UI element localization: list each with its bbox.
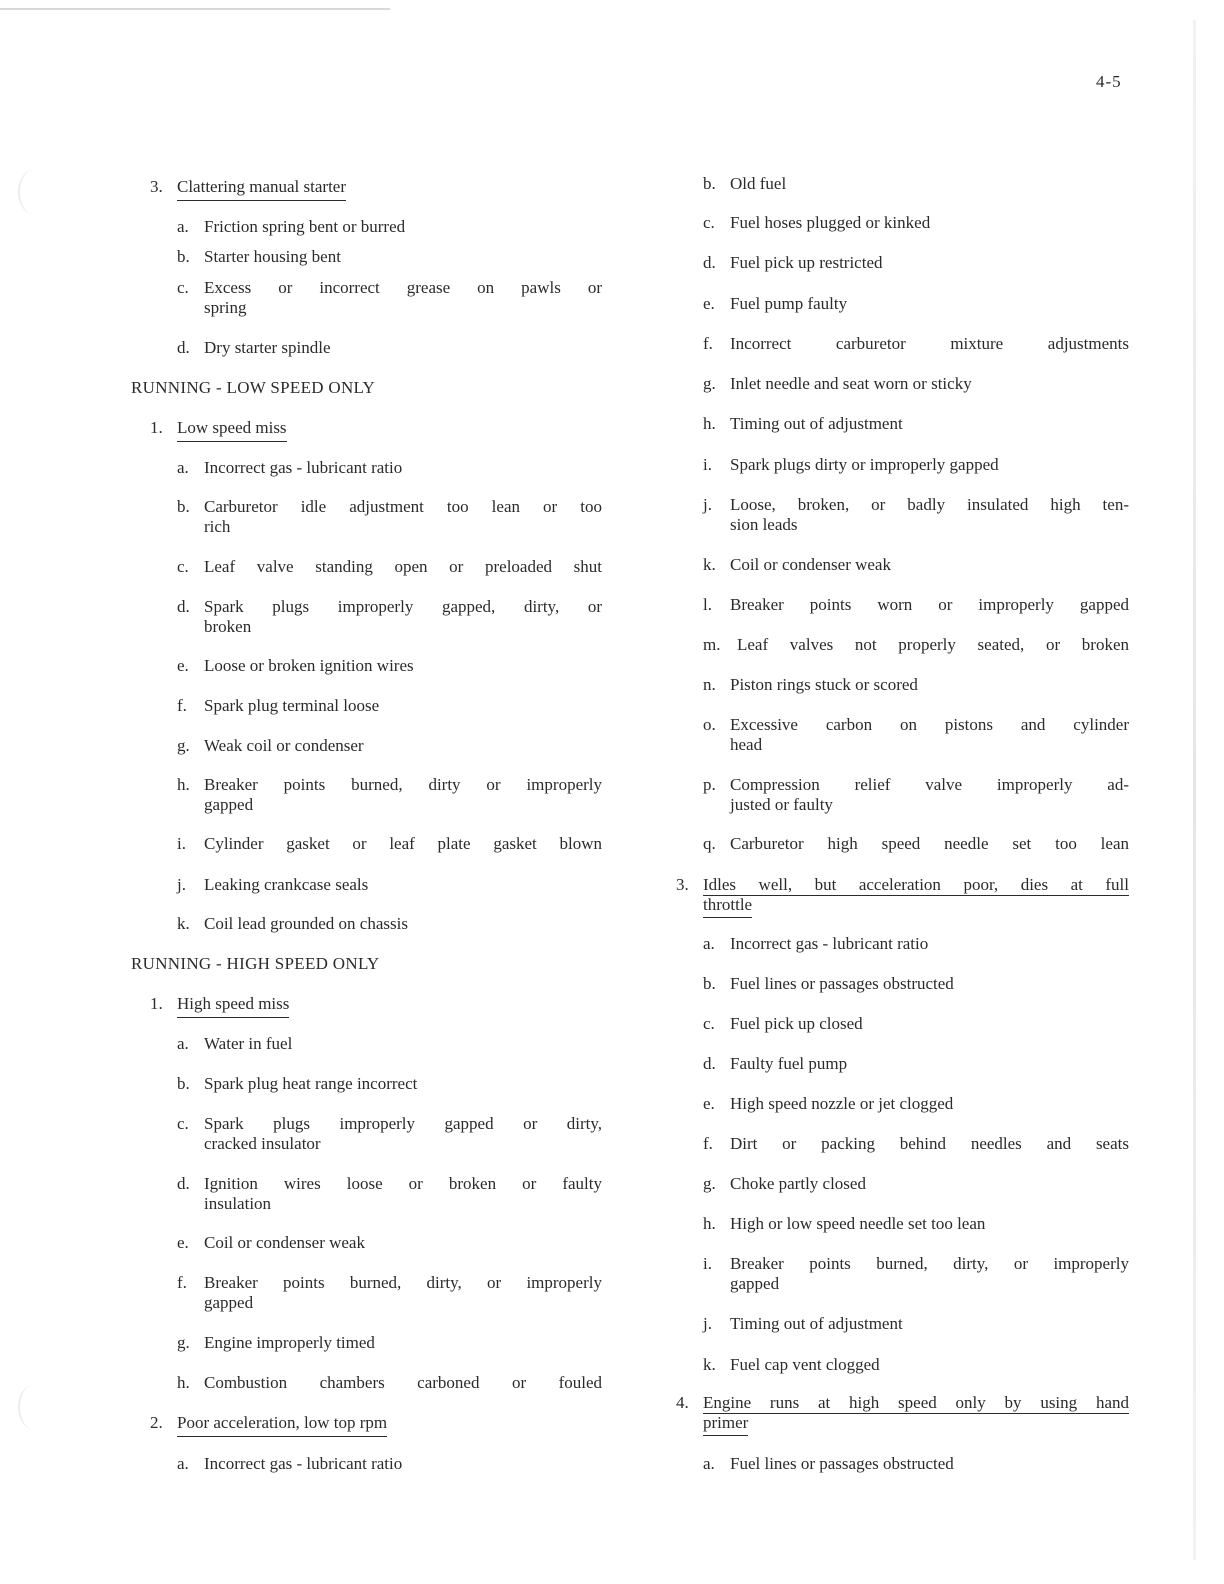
list-item: f. Incorrect carburetor mixture adjustments — [703, 334, 1129, 353]
engine-runs-heading: 4. Engine runs at high speed only by using hand primer — [676, 1393, 1129, 1433]
list-item: g. Weak coil or condenser — [177, 736, 364, 755]
list-item: h. Breaker points burned, dirty or improperly gapped — [177, 775, 602, 814]
list-item: c. Leaf valve standing open or preloaded shut — [177, 557, 602, 576]
list-item: h. Combustion chambers carboned or fouled — [177, 1373, 602, 1392]
punch-hole-mark — [18, 1385, 48, 1429]
heading-text: Clattering manual starter — [177, 177, 346, 201]
list-item: f. Dirt or packing behind needles and seats — [703, 1134, 1129, 1153]
list-item: b. Carburetor idle adjustment too lean or too rich — [177, 497, 602, 536]
scan-top-edge — [0, 8, 390, 10]
list-item: a. Incorrect gas - lubricant ratio — [177, 458, 403, 477]
page-number: 4-5 — [1096, 72, 1122, 91]
low-speed-miss-heading: 1. Low speed miss — [150, 418, 287, 442]
list-item: a. Water in fuel — [177, 1034, 293, 1053]
list-item: d. Spark plugs improperly gapped, dirty, or broken — [177, 597, 602, 636]
list-item: a. Friction spring bent or burred — [177, 217, 406, 236]
list-item: f. Breaker points burned, dirty, or improperly gapped — [177, 1273, 602, 1312]
list-item: k. Coil lead grounded on chassis — [177, 914, 408, 933]
heading-text: Low speed miss — [177, 418, 287, 442]
list-item: i. Cylinder gasket or leaf plate gasket blown — [177, 834, 602, 853]
list-item: e. High speed nozzle or jet clogged — [703, 1094, 954, 1113]
list-item: c. Excess or incorrect grease on pawls or spring — [177, 278, 602, 317]
list-item: p. Compression relief valve improperly ad- justed or faulty — [703, 775, 1129, 814]
list-item: d. Fuel pick up restricted — [703, 253, 883, 272]
list-item: m. Leaf valves not properly seated, or broken — [703, 635, 1129, 654]
list-item: g. Engine improperly timed — [177, 1333, 375, 1352]
list-item: c. Fuel pick up closed — [703, 1014, 863, 1033]
scan-right-edge — [1193, 20, 1196, 1560]
punch-hole-mark — [18, 170, 48, 214]
list-item: i. Spark plugs dirty or improperly gapped — [703, 455, 999, 474]
list-item: n. Piston rings stuck or scored — [703, 675, 918, 694]
list-item: f. Spark plug terminal loose — [177, 696, 380, 715]
list-item: o. Excessive carbon on pistons and cylinder head — [703, 715, 1129, 754]
list-item: b. Spark plug heat range incorrect — [177, 1074, 418, 1093]
list-item: b. Starter housing bent — [177, 247, 341, 266]
list-item: e. Fuel pump faulty — [703, 294, 848, 313]
list-item: d. Ignition wires loose or broken or faulty insulation — [177, 1174, 602, 1213]
heading-text: Poor acceleration, low top rpm — [177, 1413, 387, 1437]
list-item: j. Loose, broken, or badly insulated high ten- sion leads — [703, 495, 1129, 534]
list-item: h. High or low speed needle set too lean — [703, 1214, 986, 1233]
list-item: c. Fuel hoses plugged or kinked — [703, 213, 931, 232]
clattering-heading: 3. Clattering manual starter — [150, 177, 346, 201]
list-item: k. Fuel cap vent clogged — [703, 1355, 880, 1374]
heading-text: Engine runs at high speed only by using hand — [703, 1393, 1129, 1412]
list-item: l. Breaker points worn or improperly gapped — [703, 595, 1129, 614]
list-item: b. Fuel lines or passages obstructed — [703, 974, 954, 993]
list-item: b. Old fuel — [703, 174, 787, 193]
list-item: j. Timing out of adjustment — [703, 1314, 903, 1333]
high-speed-miss-heading: 1. High speed miss — [150, 994, 289, 1018]
list-item: e. Coil or condenser weak — [177, 1233, 365, 1252]
list-item: c. Spark plugs improperly gapped or dirty, cracked insulator — [177, 1114, 602, 1153]
list-item: i. Breaker points burned, dirty, or improperly gapped — [703, 1254, 1129, 1293]
list-item: d. Dry starter spindle — [177, 338, 331, 357]
list-item: a. Incorrect gas - lubricant ratio — [177, 1454, 403, 1473]
heading-text: High speed miss — [177, 994, 289, 1018]
list-item: k. Coil or condenser weak — [703, 555, 891, 574]
section-heading-low-speed: RUNNING - LOW SPEED ONLY — [131, 378, 376, 397]
section-heading-high-speed: RUNNING - HIGH SPEED ONLY — [131, 954, 380, 973]
poor-acceleration-heading: 2. Poor acceleration, low top rpm — [150, 1413, 387, 1437]
heading-text: Idles well, but acceleration poor, dies at full — [703, 875, 1129, 894]
idles-well-heading: 3. Idles well, but acceleration poor, dies at full throttle — [676, 875, 1129, 915]
list-item: a. Fuel lines or passages obstructed — [703, 1454, 954, 1473]
list-item: e. Loose or broken ignition wires — [177, 656, 414, 675]
list-item: q. Carburetor high speed needle set too lean — [703, 834, 1129, 853]
list-item: a. Incorrect gas - lubricant ratio — [703, 934, 929, 953]
list-item: g. Inlet needle and seat worn or sticky — [703, 374, 972, 393]
list-item: j. Leaking crankcase seals — [177, 875, 369, 894]
list-item: h. Timing out of adjustment — [703, 414, 903, 433]
list-item: d. Faulty fuel pump — [703, 1054, 848, 1073]
list-item: g. Choke partly closed — [703, 1174, 866, 1193]
